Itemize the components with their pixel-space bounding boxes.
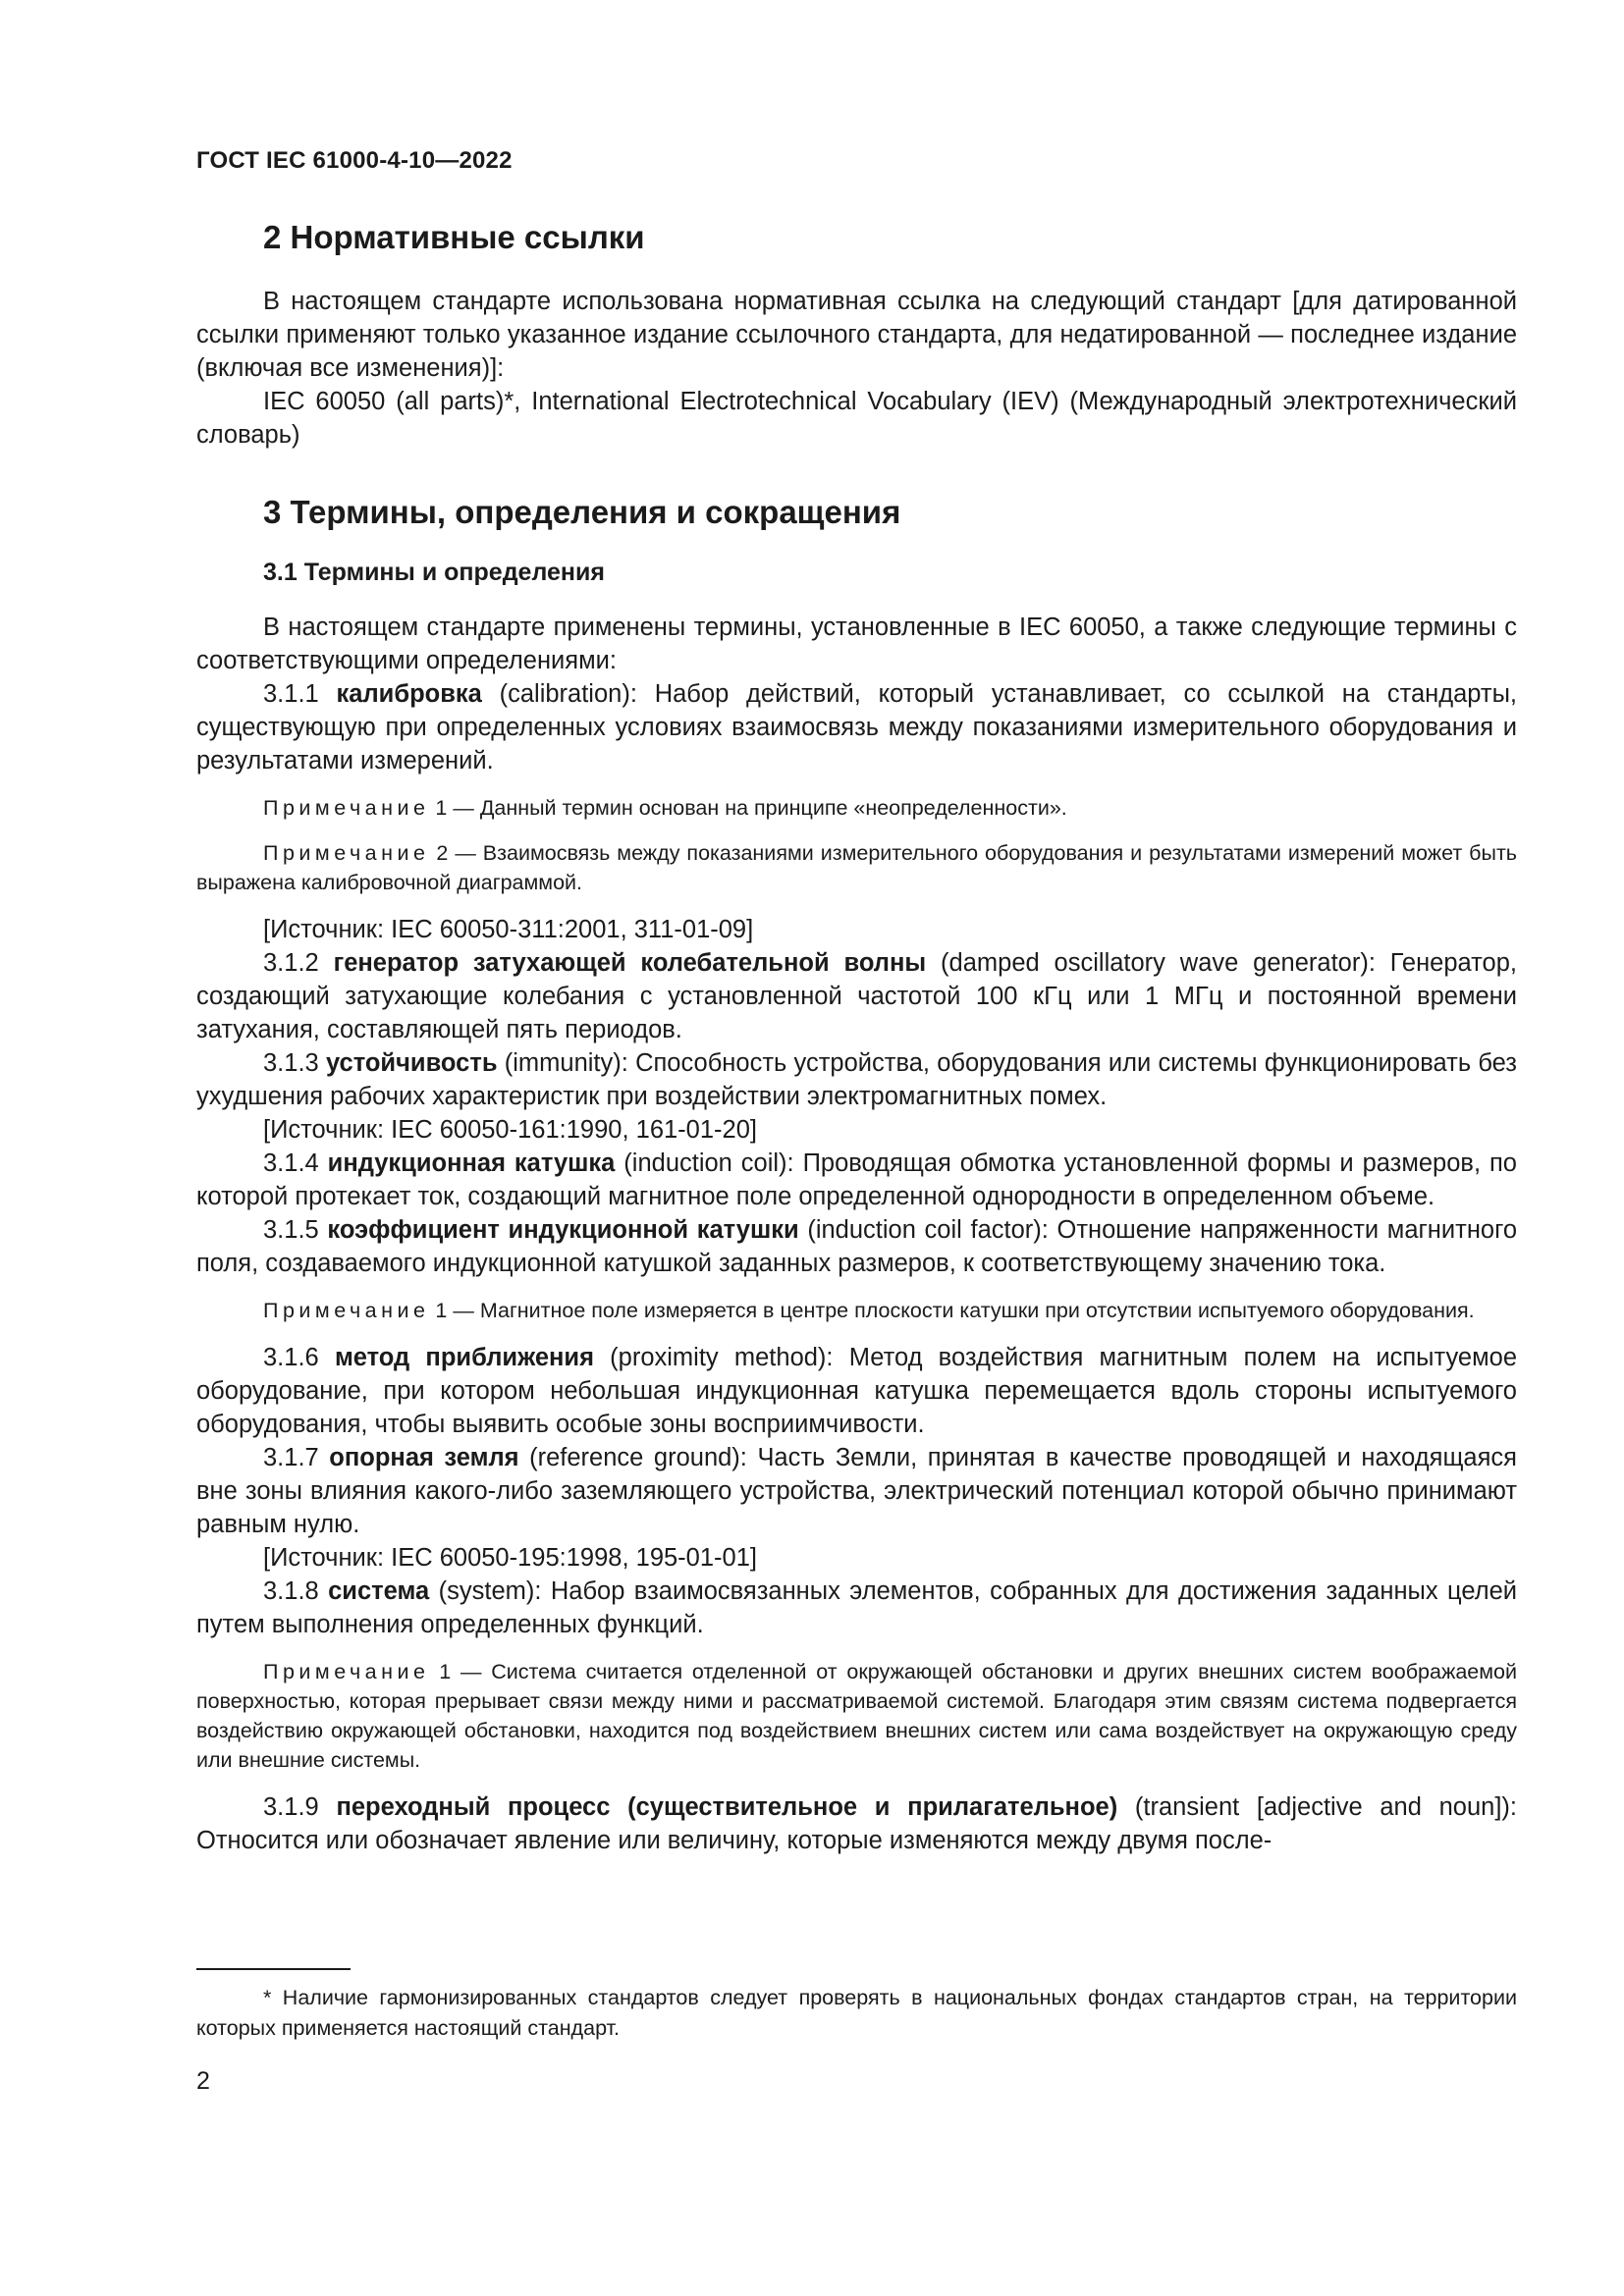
term-number: 3.1.3 [263,1049,319,1078]
note-3-1-1-2 [196,838,1517,897]
note-text: 2 — Взаимосвязь между показаниями измерительного оборудования и результатами измерений может быть выражена калибровочной диаграммой. [196,841,1517,895]
term-3-1-3 [196,1046,1517,1113]
term-name: калибровка [336,680,482,709]
term-name: индукционная катушка [327,1149,616,1178]
subsection-3-1-title: 3.1 Термины и определения [263,559,605,587]
document-body [196,218,1517,1857]
note-text: 1 — Магнитное поле измеряется в центре плоскости катушки при отсутствии испытуемого оборудования. [429,1299,1475,1323]
term-definition: (transient [adjective and noun]): Относится или обозначает явление или величину, которые изменяются между двумя после- [196,1793,1517,1855]
term-3-1-7 [196,1441,1517,1541]
normative-reference: IEC 60050 (all parts)*, International Electrotechnical Vocabulary (IEV) (Международный электротехнический словарь) [196,387,1517,449]
term-3-1-8 [196,1575,1517,1641]
page-number: 2 [196,2067,210,2095]
term-number: 3.1.5 [263,1216,319,1245]
term-name: генератор затухающей колебательной волны [333,949,927,978]
term-definition: (damped oscillatory wave generator): Генератор, создающий затухающие колебания с установленной частотой 100 кГц или 1 МГц и постоянной времени затухания, составляющей пять периодов. [196,949,1517,1044]
term-number: 3.1.8 [263,1577,319,1606]
note-label: Примечание [263,1299,430,1323]
note-text: 1 — Система считается отделенной от окружающей обстановки и других внешних систем воображаемой поверхностью, которая прерывает связи между ними и рассматриваемой системой. Благодаря этим связям система подвергается воздействию окружающей обстановки, находится под воздействием внешних систем или сама воздействует на окружающую среду или внешние системы. [196,1660,1517,1773]
term-definition: (induction coil): Проводящая обмотка установленной формы и размеров, по которой протекает ток, создающий магнитное поле определенной однородности в определенном объеме. [196,1149,1517,1211]
term-definition: (proximity method): Метод воздействия магнитным полем на испытуемое оборудование, при котором небольшая индукционная катушка перемещается вдоль стороны испытуемого оборудования, чтобы выявить особые зоны восприимчивости. [196,1344,1518,1439]
footnote: * Наличие гармонизированных стандартов следует проверять в национальных фондах стандартов стран, на территории которых применяется настоящий стандарт. [196,1986,1517,2040]
term-name: устойчивость [325,1049,498,1078]
note-label: Примечание [263,1660,430,1684]
running-header: ГОСТ IEC 61000-4-10—2022 [196,147,513,174]
term-number: 3.1.6 [263,1344,319,1372]
section-3-intro: В настоящем стандарте применены термины, установленные в IEC 60050, а также следующие термины с соответствующими определениями: [196,614,1517,675]
section-3-title: 3 Термины, определения и сокращения [263,493,901,530]
term-number: 3.1.2 [263,949,319,978]
term-number: 3.1.4 [263,1149,319,1178]
note-3-1-1-1 [196,793,1517,823]
term-definition: (induction coil factor): Отношение напряженности магнитного поля, создаваемого индукционной катушкой заданных размеров, к соответствующему значению тока. [196,1216,1518,1278]
term-number: 3.1.9 [263,1793,319,1822]
source-3-1-1: [Источник: IEC 60050-311:2001, 311-01-09] [263,916,754,944]
term-definition: (system): Набор взаимосвязанных элементов, собранных для достижения заданных целей путем выполнения определенных функций. [196,1577,1517,1639]
term-number: 3.1.1 [263,680,319,709]
term-name: переходный процесс (существительное и прилагательное) [336,1793,1118,1822]
term-3-1-9 [196,1790,1517,1857]
term-3-1-2 [196,946,1517,1046]
note-3-1-5-1 [196,1296,1517,1325]
term-name: коэффициент индукционной катушки [327,1216,799,1245]
term-3-1-6 [196,1341,1517,1441]
term-3-1-4 [196,1147,1517,1213]
note-label: Примечание [263,841,430,866]
term-3-1-5 [196,1213,1517,1280]
term-definition: (calibration): Набор действий, который устанавливает, со ссылкой на стандарты, существующую при определенных условиях взаимосвязь между показаниями измерительного оборудования и результатами измерений. [196,680,1517,775]
term-number: 3.1.7 [263,1444,319,1472]
term-name: метод приближения [334,1344,594,1372]
source-3-1-3: [Источник: IEC 60050-161:1990, 161-01-20] [263,1116,757,1145]
source-3-1-7: [Источник: IEC 60050-195:1998, 195-01-01] [263,1544,757,1573]
term-name: система [328,1577,430,1606]
term-name: опорная земля [329,1444,519,1472]
footnote-separator [196,1968,351,1970]
section-2-title: 2 Нормативные ссылки [263,219,645,255]
term-definition: (immunity): Способность устройства, оборудования или системы функционировать без ухудшения рабочих характеристик при воздействии электромагнитных помех. [196,1049,1517,1111]
note-3-1-8-1 [196,1657,1517,1775]
note-label: Примечание [263,796,430,821]
note-text: 1 — Данный термин основан на принципе «неопределенности». [429,796,1067,821]
term-3-1-1 [196,677,1517,777]
section-2-intro: В настоящем стандарте использована нормативная ссылка на следующий стандарт [для датированной ссылки применяют только указанное издание ссылочного стандарта, для недатированной — последнее издание (включая все изменения)]: [196,287,1517,382]
term-definition: (reference ground): Часть Земли, принятая в качестве проводящей и находящаяся вне зоны влияния какого-либо заземляющего устройства, электрический потенциал которой обычно принимают равным нулю. [196,1444,1517,1539]
